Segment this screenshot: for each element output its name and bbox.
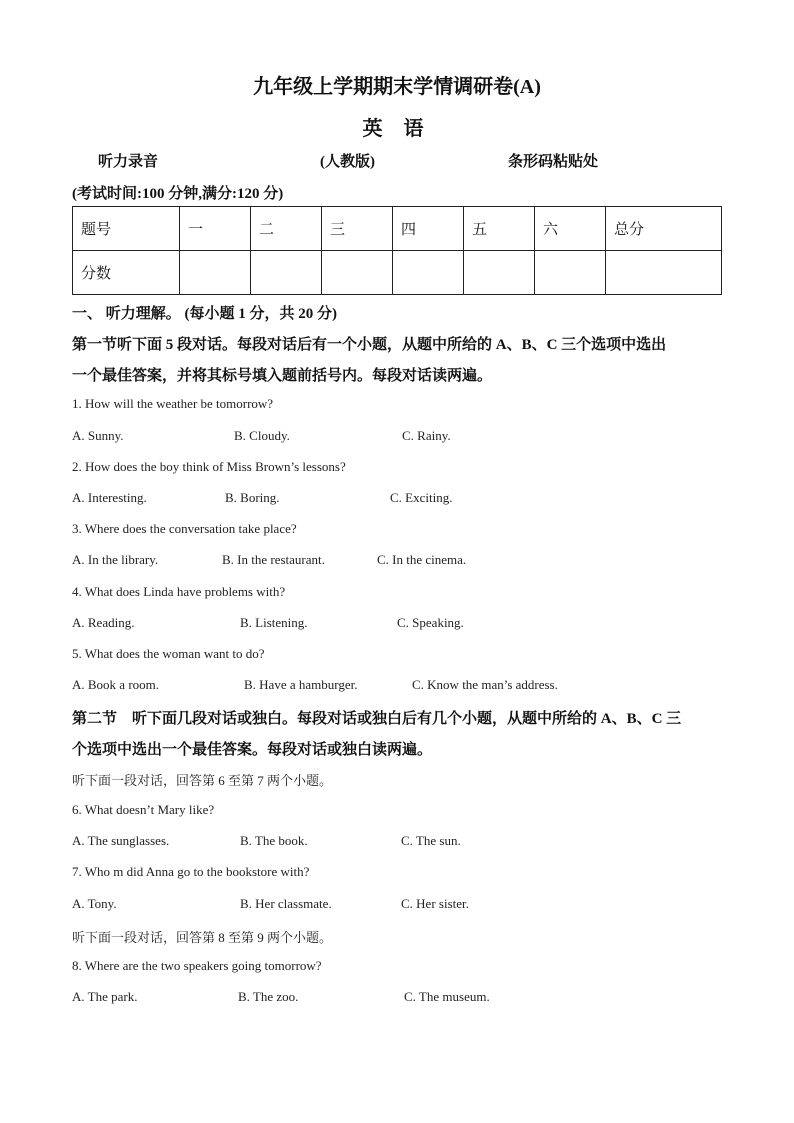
q3-option-b: B. In the restaurant. bbox=[222, 552, 325, 567]
q5-option-a: A. Book a room. bbox=[72, 677, 160, 692]
exam-time-note: (考试时间:100 分钟,满分:120 分) bbox=[72, 186, 284, 202]
q4-option-c: C. Speaking. bbox=[397, 615, 464, 630]
q8-option-a: A. The park. bbox=[72, 989, 138, 1004]
subject-title: 英 语 bbox=[362, 118, 432, 140]
score-table bbox=[72, 206, 722, 295]
question-5: 5. What does the woman want to do? bbox=[72, 646, 265, 661]
question-7: 7. Who m did Anna go to the bookstore with? bbox=[72, 864, 310, 879]
q7-option-c: C. Her sister. bbox=[401, 896, 469, 911]
score-cell: 六 bbox=[535, 207, 606, 251]
edition-label: (人教版) bbox=[320, 154, 375, 170]
q5-option-b: B. Have a hamburger. bbox=[244, 677, 358, 692]
instruction-q6-7: 听下面一段对话，回答第 6 至第 7 两个小题。 bbox=[72, 773, 333, 788]
q7-option-b: B. Her classmate. bbox=[240, 896, 332, 911]
section2-instructions-cont: 个选项中选出一个最佳答案。每段对话或独白读两遍。 bbox=[72, 742, 433, 758]
score-entry-cell bbox=[180, 251, 251, 295]
score-entry-cell bbox=[535, 251, 606, 295]
score-table-score-row bbox=[73, 251, 722, 295]
q6-option-b: B. The book. bbox=[240, 833, 308, 848]
page-title: 九年级上学期期末学情调研卷(A) bbox=[253, 76, 541, 98]
q3-option-c: C. In the cinema. bbox=[377, 552, 467, 567]
score-entry-cell bbox=[606, 251, 722, 295]
score-table-header-row bbox=[73, 207, 722, 251]
part1-heading: 一、 听力理解。 (每小题 1 分，共 20 分) bbox=[72, 306, 337, 322]
question-8: 8. Where are the two speakers going tomorrow? bbox=[72, 958, 322, 973]
q3-option-a: A. In the library. bbox=[72, 552, 159, 567]
q1-option-a: A. Sunny. bbox=[72, 428, 124, 443]
q8-option-b: B. The zoo. bbox=[238, 989, 299, 1004]
section1-instructions: 第一节听下面 5 段对话。每段对话后有一个小题，从题中所给的 A、B、C 三个选项中选出 bbox=[72, 337, 667, 353]
score-cell: 五 bbox=[464, 207, 535, 251]
q1-option-c: C. Rainy. bbox=[402, 428, 451, 443]
q8-option-c: C. The museum. bbox=[404, 989, 490, 1004]
score-cell: 分数 bbox=[73, 251, 180, 295]
instruction-q8-9: 听下面一段对话，回答第 8 至第 9 两个小题。 bbox=[72, 930, 333, 945]
q2-option-c: C. Exciting. bbox=[390, 490, 453, 505]
section1-instructions-cont: 一个最佳答案，并将其标号填入题前括号内。每段对话读两遍。 bbox=[72, 368, 493, 384]
score-cell: 三 bbox=[322, 207, 393, 251]
question-3: 3. Where does the conversation take place? bbox=[72, 521, 297, 536]
q2-option-a: A. Interesting. bbox=[72, 490, 147, 505]
q1-option-b: B. Cloudy. bbox=[234, 428, 290, 443]
q4-option-b: B. Listening. bbox=[240, 615, 308, 630]
score-entry-cell bbox=[251, 251, 322, 295]
q7-option-a: A. Tony. bbox=[72, 896, 117, 911]
q5-option-c: C. Know the man’s address. bbox=[412, 677, 558, 692]
q4-option-a: A. Reading. bbox=[72, 615, 135, 630]
score-cell: 总分 bbox=[606, 207, 722, 251]
score-cell: 一 bbox=[180, 207, 251, 251]
barcode-area-label: 条形码粘贴处 bbox=[508, 154, 599, 170]
score-entry-cell bbox=[393, 251, 464, 295]
q6-option-c: C. The sun. bbox=[401, 833, 461, 848]
score-entry-cell bbox=[464, 251, 535, 295]
question-4: 4. What does Linda have problems with? bbox=[72, 584, 286, 599]
q6-option-a: A. The sunglasses. bbox=[72, 833, 170, 848]
score-cell: 二 bbox=[251, 207, 322, 251]
question-2: 2. How does the boy think of Miss Brown’s lessons? bbox=[72, 459, 346, 474]
question-6: 6. What doesn’t Mary like? bbox=[72, 802, 215, 817]
score-entry-cell bbox=[322, 251, 393, 295]
score-cell: 四 bbox=[393, 207, 464, 251]
section2-instructions: 第二节 听下面几段对话或独白。每段对话或独白后有几个小题，从题中所给的 A、B、C 三 bbox=[72, 711, 682, 727]
q2-option-b: B. Boring. bbox=[225, 490, 280, 505]
question-1: 1. How will the weather be tomorrow? bbox=[72, 396, 274, 411]
listening-audio-label: 听力录音 bbox=[98, 154, 159, 170]
score-cell: 题号 bbox=[73, 207, 180, 251]
